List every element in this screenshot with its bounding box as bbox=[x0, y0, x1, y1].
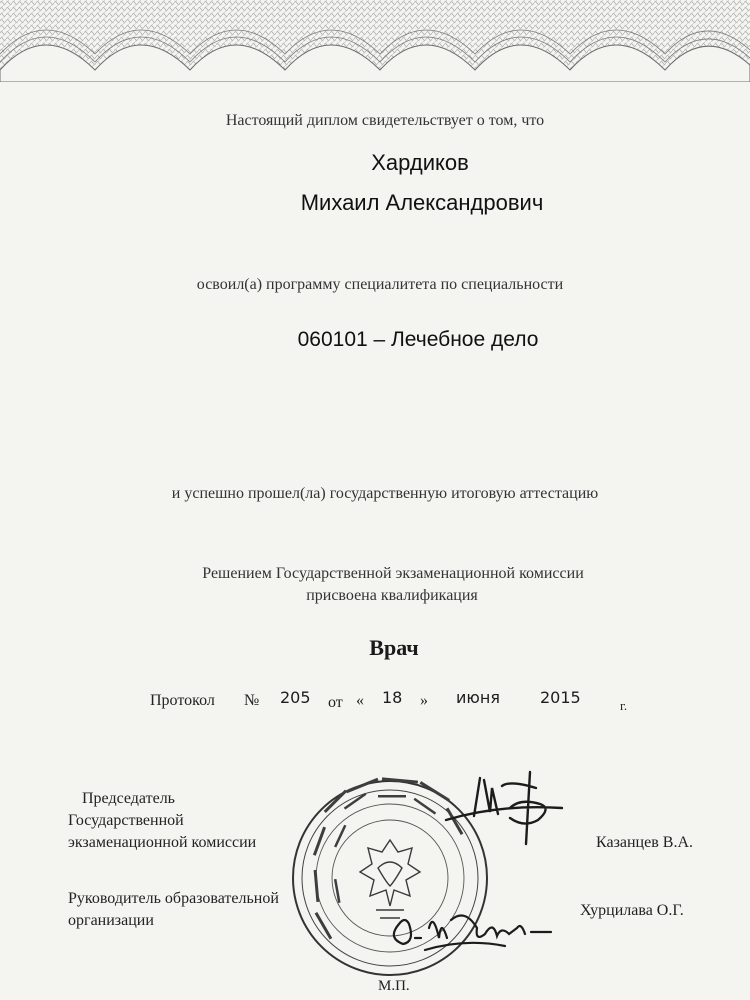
protocol-quote-open: « bbox=[356, 692, 364, 709]
intro-text: Настоящий диплом свидетельствует о том, что bbox=[225, 112, 545, 129]
program-text: освоил(а) программу специалитета по специальности bbox=[196, 276, 564, 293]
chair-title-line3: экзаменационной комиссии bbox=[68, 834, 257, 851]
graduate-given-names: Михаил Александрович bbox=[300, 190, 544, 215]
protocol-year: 2015 bbox=[540, 688, 581, 707]
guilloche-border-pattern bbox=[0, 0, 750, 82]
head-title-line1: Руководитель образовательной bbox=[68, 890, 279, 907]
protocol-quote-close: » bbox=[420, 692, 428, 709]
head-signature bbox=[385, 898, 565, 958]
protocol-label: Протокол bbox=[150, 692, 215, 709]
chair-title-line2: Государственной bbox=[68, 812, 184, 829]
head-title-line2: организации bbox=[68, 912, 154, 929]
protocol-number-sign: № bbox=[244, 692, 260, 709]
graduate-surname: Хардиков bbox=[371, 150, 469, 175]
protocol-month: июня bbox=[456, 688, 500, 707]
protocol-day: 18 bbox=[382, 688, 403, 707]
protocol-from: от bbox=[328, 694, 343, 711]
protocol-year-suffix: г. bbox=[620, 698, 628, 713]
specialty: 060101 – Лечебное дело bbox=[297, 328, 539, 351]
protocol-number: 205 bbox=[280, 688, 311, 707]
chair-title-line1: Председатель bbox=[82, 790, 175, 807]
commission-decision-line1: Решением Государственной экзаменационной комиссии bbox=[202, 565, 584, 582]
commission-decision-line2: присвоена квалификация bbox=[306, 587, 478, 604]
chair-signature bbox=[440, 768, 570, 848]
qualification: Врач bbox=[369, 635, 419, 660]
attestation-text: и успешно прошел(ла) государственную итоговую аттестацию bbox=[171, 485, 599, 502]
stamp-place-label: М.П. bbox=[378, 978, 410, 994]
chair-name: Казанцев В.А. bbox=[596, 834, 693, 851]
head-name: Хурцилава О.Г. bbox=[580, 902, 684, 919]
